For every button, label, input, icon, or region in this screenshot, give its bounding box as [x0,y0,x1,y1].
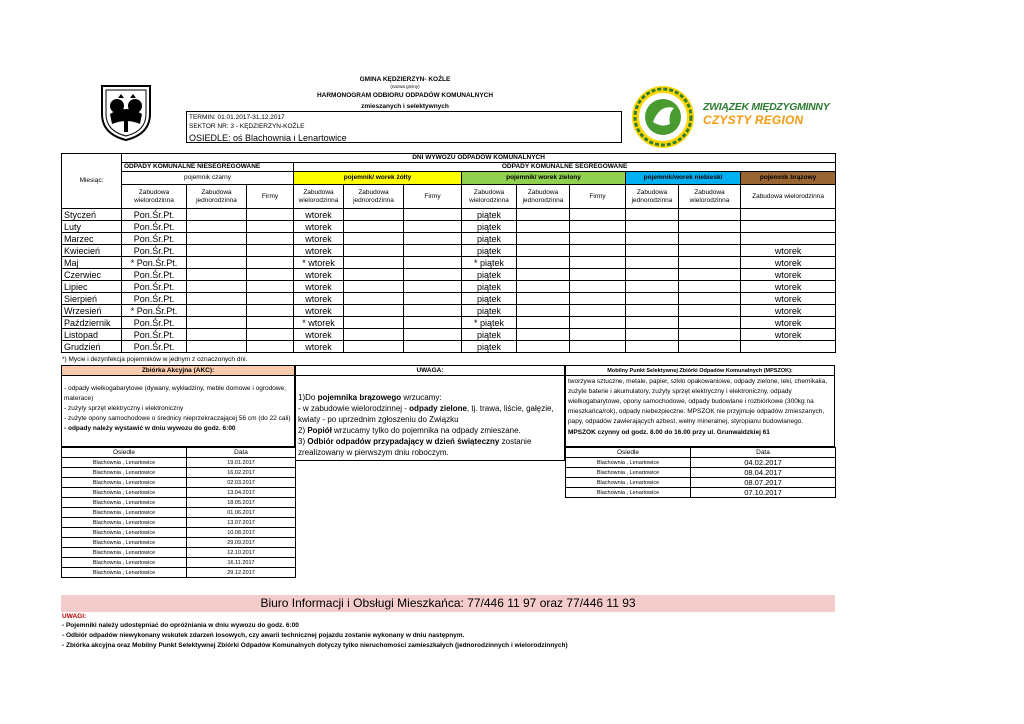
black-multi-cell: Pon.Śr.Pt. [122,341,187,353]
blue-multi-cell [679,281,741,293]
black-multi-cell: Pon.Śr.Pt. [122,329,187,341]
uwaga-p1: 1)Do pojemnika brązowego wrzucamy: [298,393,442,402]
blue-multi-cell [679,209,741,221]
cat-yellow: pojemnik/ worek żółty [294,172,462,185]
black-single-cell [187,329,247,341]
akc-data-cell: 02.03.2017 [187,478,296,488]
sub-single: Zabudowa jednorodzinna [344,185,404,209]
green-firmy-cell [570,209,626,221]
sub-single: Zabudowa jednorodzinna [517,185,570,209]
yellow-firmy-cell [404,329,462,341]
blue-multi-cell [679,305,741,317]
black-firmy-cell [247,317,294,329]
yellow-firmy-cell [404,293,462,305]
akc-line3: - zużyte opony samochodowe o średnicy nieprzekraczającej 56 cm (do 22 cali) [64,415,291,422]
blue-single-cell [626,305,679,317]
black-single-cell [187,317,247,329]
green-single-cell [517,245,570,257]
brown-multi-cell: wtorek [741,317,836,329]
yellow-multi-cell: wtorek [294,245,344,257]
akc-osiedle-cell: Blachownia , Lenartowice [62,488,187,498]
akc-data-cell: 16.02.2017 [187,468,296,478]
mpszok-table [565,447,836,498]
yellow-multi-cell: wtorek [294,233,344,245]
mpszok-data-cell: 07.10.2017 [691,488,836,498]
month-cell: Kwiecień [62,245,122,257]
blue-single-cell [626,317,679,329]
akc-data-cell: 29.12.2017 [187,568,296,578]
month-cell: Październik [62,317,122,329]
brown-multi-cell [741,221,836,233]
akc-osiedle-cell: Blachownia , Lenartowice [62,498,187,508]
yellow-multi-cell: wtorek [294,293,344,305]
footer-note-3: - Zbiórka akcyjna oraz Mobilny Punkt Selektywnej Zbiórki Odpadów Komunalnych dotyczy tylko nieruchomości zamieszkałych (jednorodzinnych i wielorodzinnych) [62,642,568,649]
akc-table [61,447,296,578]
month-cell: Wrzesień [62,305,122,317]
green-firmy-cell [570,317,626,329]
black-multi-cell: Pon.Śr.Pt. [122,245,187,257]
brown-multi-cell: wtorek [741,269,836,281]
page-subtitle: zmieszanych i selektywnych [361,103,449,110]
green-firmy-cell [570,281,626,293]
mpszok-osiedle-cell: Blachownia , Lenartowice [566,468,691,478]
akc-data-cell: 10.08.2017 [187,528,296,538]
black-single-cell [187,209,247,221]
green-multi-cell: piątek [462,269,517,281]
biuro-banner: Biuro Informacji i Obsługi Mieszkańca: 77/446 11 97 oraz 77/446 11 93 [61,595,835,612]
schedule-row [62,221,836,233]
akc-row [62,568,296,578]
akc-data-cell: 01.06.2017 [187,508,296,518]
black-single-cell [187,341,247,353]
black-firmy-cell [247,245,294,257]
brown-multi-cell [741,233,836,245]
black-multi-cell: Pon.Śr.Pt. [122,293,187,305]
sub-firmy: Firmy [247,185,294,209]
black-firmy-cell [247,281,294,293]
yellow-firmy-cell [404,341,462,353]
yellow-firmy-cell [404,209,462,221]
schedule-row [62,317,836,329]
green-single-cell [517,269,570,281]
akc-osiedle-cell: Blachownia , Lenartowice [62,538,187,548]
mpszok-row [566,468,836,478]
brown-multi-cell: wtorek [741,329,836,341]
black-multi-cell: Pon.Śr.Pt. [122,233,187,245]
yellow-firmy-cell [404,317,462,329]
green-single-cell [517,281,570,293]
akc-osiedle-cell: Blachownia , Lenartowice [62,518,187,528]
akc-row [62,548,296,558]
niesegregowane-header: ODPADY KOMUNALNE NIESEGREGOWANE [122,163,294,172]
month-cell: Maj [62,257,122,269]
yellow-multi-cell: wtorek [294,221,344,233]
mpszok-text: tworzywa sztuczne, metale, papier, szkło opakowaniowe, odpady zielone, leki, chemikalia, zużyte baterie i akumulatory, zużyty sprzęt elektryczny i elektroniczny, odpady wielkogabarytowe, opony samochodowe, odpady budowlane i rozbiórkowe (300kg na mieszkańca/rok), odpady niebezpieczne. MPSZOK nie przyjmuje odpadów zmieszanych, papy, odpadów zawierających azbest, wełny mineralnej, styropianu budowlanego. [568,378,828,425]
blue-multi-cell [679,245,741,257]
mpszok-row [566,458,836,468]
schedule-row [62,281,836,293]
termin: TERMIN: 01.01.2017-31.12.2017 [189,114,285,121]
akc-row [62,528,296,538]
blue-single-cell [626,293,679,305]
mpszok-osiedle-cell: Blachownia , Lenartowice [566,488,691,498]
footer-note-1: - Pojemniki należy udostępniać do opróżniania w dniu wywozu do godz. 6:00 [62,622,299,629]
yellow-single-cell [344,233,404,245]
brown-multi-cell [741,341,836,353]
green-multi-cell: piątek [462,221,517,233]
green-multi-cell: piątek [462,329,517,341]
green-firmy-cell [570,341,626,353]
black-firmy-cell [247,233,294,245]
month-cell: Sierpień [62,293,122,305]
black-firmy-cell [247,293,294,305]
schedule-table [61,153,836,353]
yellow-single-cell [344,341,404,353]
segregowane-header: ODPADY KOMUNALNE SEGREGOWANE [294,163,836,172]
green-multi-cell: piątek [462,293,517,305]
miesiac-label: Miesiąc: [62,154,122,209]
yellow-firmy-cell [404,233,462,245]
sub-multi: Zabudowa wielorodzinna [679,185,741,209]
green-single-cell [517,233,570,245]
black-firmy-cell [247,269,294,281]
yellow-single-cell [344,305,404,317]
sub-multi: Zabudowa wielorodzinna [122,185,187,209]
schedule-row [62,329,836,341]
akc-osiedle-cell: Blachownia , Lenartowice [62,568,187,578]
green-single-cell [517,317,570,329]
cat-black: pojemnik czarny [122,172,294,185]
yellow-single-cell [344,317,404,329]
sub-single: Zabudowa jednorodzinna [626,185,679,209]
blue-multi-cell [679,317,741,329]
blue-single-cell [626,221,679,233]
akc-col-osiedle: Osiedle [62,448,187,458]
green-single-cell [517,305,570,317]
blue-multi-cell [679,233,741,245]
blue-single-cell [626,341,679,353]
blue-multi-cell [679,257,741,269]
green-firmy-cell [570,245,626,257]
yellow-multi-cell: wtorek [294,281,344,293]
yellow-multi-cell: wtorek [294,341,344,353]
schedule-row [62,269,836,281]
black-multi-cell: Pon.Śr.Pt. [122,281,187,293]
mpszok-col-data: Data [691,448,836,458]
blue-multi-cell [679,221,741,233]
black-single-cell [187,281,247,293]
sub-firmy: Firmy [404,185,462,209]
yellow-single-cell [344,269,404,281]
akc-row [62,508,296,518]
yellow-single-cell [344,329,404,341]
akc-osiedle-cell: Blachownia , Lenartowice [62,478,187,488]
green-single-cell [517,221,570,233]
mpszok-box [565,365,835,447]
blue-single-cell [626,329,679,341]
green-firmy-cell [570,269,626,281]
sub-single: Zabudowa jednorodzinna [187,185,247,209]
schedule-row [62,233,836,245]
logo-line2: CZYSTY REGION [703,113,804,127]
akc-data-cell: 18.05.2017 [187,498,296,508]
gmina-note: (nazwa gminy) [390,84,420,89]
blue-multi-cell [679,293,741,305]
sub-firmy: Firmy [570,185,626,209]
yellow-firmy-cell [404,305,462,317]
green-multi-cell: piątek [462,209,517,221]
akc-data-cell: 29.09.2017 [187,538,296,548]
gmina-name: GMINA KĘDZIERZYN- KOŹLE [359,76,451,83]
month-cell: Styczeń [62,209,122,221]
black-firmy-cell [247,341,294,353]
akc-box [61,365,295,447]
mpszok-osiedle-cell: Blachownia , Lenartowice [566,478,691,488]
yellow-multi-cell: wtorek [294,209,344,221]
green-multi-cell: piątek [462,233,517,245]
black-multi-cell: * Pon.Śr.Pt. [122,257,187,269]
green-single-cell [517,341,570,353]
mpszok-osiedle-cell: Blachownia , Lenartowice [566,458,691,468]
akc-row [62,458,296,468]
yellow-single-cell [344,221,404,233]
mpszok-col-osiedle: Osiedle [566,448,691,458]
akc-line1: - odpady wielkogabarytowe (dywany, wykładziny, meble domowe i ogrodowe, materace) [64,385,286,402]
green-multi-cell: piątek [462,281,517,293]
blue-single-cell [626,233,679,245]
akc-osiedle-cell: Blachownia , Lenartowice [62,468,187,478]
sektor: SEKTOR NR: 3 - KĘDZIERZYN-KOŹLE [189,123,305,130]
yellow-firmy-cell [404,257,462,269]
month-cell: Grudzień [62,341,122,353]
green-multi-cell: piątek [462,341,517,353]
black-multi-cell: * Pon.Śr.Pt. [122,305,187,317]
akc-row [62,498,296,508]
brown-multi-cell: wtorek [741,293,836,305]
footer-note-2: - Odbiór odpadów niewykonany wskutek zdarzeń losowych, czy awarii technicznej pojazdu zostanie wykonany w dniu następnym. [62,632,465,639]
yellow-firmy-cell [404,269,462,281]
akc-row [62,538,296,548]
black-single-cell [187,257,247,269]
mpszok-row [566,478,836,488]
blue-multi-cell [679,341,741,353]
green-single-cell [517,329,570,341]
uwagi-label: UWAGI: [62,613,87,620]
green-single-cell [517,257,570,269]
cat-green: pojemnik/ worek zielony [462,172,626,185]
schedule-row [62,245,836,257]
mpszok-data-cell: 08.04.2017 [691,468,836,478]
black-multi-cell: Pon.Śr.Pt. [122,317,187,329]
yellow-multi-cell: * wtorek [294,257,344,269]
yellow-single-cell [344,281,404,293]
akc-osiedle-cell: Blachownia , Lenartowice [62,458,187,468]
sub-multi: Zabudowa wielorodzinna [741,185,836,209]
month-cell: Lipiec [62,281,122,293]
month-cell: Czerwiec [62,269,122,281]
black-single-cell [187,221,247,233]
mpszok-header: Mobilny Punkt Selektywnej Zbiórki Odpadów Komunalnych (MPSZOK): [566,366,834,376]
black-single-cell [187,245,247,257]
sub-multi: Zabudowa wielorodzinna [462,185,517,209]
akc-row [62,478,296,488]
month-cell: Listopad [62,329,122,341]
green-multi-cell: piątek [462,305,517,317]
black-firmy-cell [247,257,294,269]
akc-row [62,518,296,528]
akc-osiedle-cell: Blachownia , Lenartowice [62,548,187,558]
akc-col-data: Data [187,448,296,458]
green-firmy-cell [570,257,626,269]
green-multi-cell: * piątek [462,257,517,269]
akc-data-cell: 16.11.2017 [187,558,296,568]
akc-osiedle-cell: Blachownia , Lenartowice [62,508,187,518]
info-box [186,111,622,143]
black-single-cell [187,293,247,305]
yellow-multi-cell: wtorek [294,269,344,281]
akc-row [62,488,296,498]
schedule-row [62,341,836,353]
yellow-single-cell [344,245,404,257]
black-single-cell [187,305,247,317]
brown-multi-cell: wtorek [741,257,836,269]
brown-multi-cell: wtorek [741,281,836,293]
uwaga-p3: 3) Odbiór odpadów przypadający w dzień świąteczny zostanie zrealizowany w pierwszym dniu roboczym. [298,437,532,457]
blue-single-cell [626,281,679,293]
month-cell: Luty [62,221,122,233]
yellow-multi-cell: wtorek [294,305,344,317]
akc-data-cell: 13.07.2017 [187,518,296,528]
blue-single-cell [626,257,679,269]
yellow-firmy-cell [404,281,462,293]
yellow-single-cell [344,257,404,269]
black-firmy-cell [247,209,294,221]
czysty-region-logo [628,84,698,150]
akc-row [62,468,296,478]
cat-brown: pojemnik brązowy [741,172,836,185]
blue-multi-cell [679,329,741,341]
akc-data-cell: 19.01.2017 [187,458,296,468]
schedule-footnote: *) Mycie i dezynfekcja pojemników w jednym z oznaczonych dni. [62,356,248,363]
month-cell: Marzec [62,233,122,245]
yellow-single-cell [344,209,404,221]
uwaga-header: UWAGA: [296,366,564,376]
osiedle: OSIEDLE: oś Blachownia i Lenartowice [189,133,347,143]
blue-single-cell [626,209,679,221]
mpszok-data-cell: 08.07.2017 [691,478,836,488]
yellow-firmy-cell [404,245,462,257]
schedule-row [62,293,836,305]
akc-data-cell: 13.04.2017 [187,488,296,498]
green-firmy-cell [570,221,626,233]
akc-row [62,558,296,568]
black-firmy-cell [247,221,294,233]
coat-of-arms-icon [100,84,152,142]
schedule-row [62,305,836,317]
black-multi-cell: Pon.Śr.Pt. [122,269,187,281]
akc-data-cell: 12.10.2017 [187,548,296,558]
yellow-single-cell [344,293,404,305]
yellow-multi-cell: wtorek [294,329,344,341]
schedule-row [62,209,836,221]
mpszok-row [566,488,836,498]
yellow-multi-cell: * wtorek [294,317,344,329]
green-firmy-cell [570,233,626,245]
blue-multi-cell [679,269,741,281]
green-multi-cell: piątek [462,245,517,257]
sub-multi: Zabudowa wielorodzinna [294,185,344,209]
yellow-firmy-cell [404,221,462,233]
green-firmy-cell [570,329,626,341]
black-single-cell [187,269,247,281]
green-firmy-cell [570,293,626,305]
mpszok-hours: MPSZOK czynny od godz. 8.00 do 16.00 przy ul. Grunwaldzkiej 61 [568,429,770,436]
akc-osiedle-cell: Blachownia , Lenartowice [62,558,187,568]
dni-header: DNI WYWOZU ODPADÓW KOMUNALNYCH [122,154,836,163]
green-single-cell [517,293,570,305]
brown-multi-cell: wtorek [741,245,836,257]
akc-line4: - odpady należy wystawić w dniu wywozu do godz. 6:00 [64,425,236,432]
cat-blue: pojemnik/worek niebieski [626,172,741,185]
green-multi-cell: * piątek [462,317,517,329]
green-firmy-cell [570,305,626,317]
black-firmy-cell [247,329,294,341]
schedule-row [62,257,836,269]
brown-multi-cell: wtorek [741,305,836,317]
black-multi-cell: Pon.Śr.Pt. [122,209,187,221]
logo-line1: ZWIĄZEK MIĘDZYGMINNY [703,101,830,113]
akc-osiedle-cell: Blachownia , Lenartowice [62,528,187,538]
black-multi-cell: Pon.Śr.Pt. [122,221,187,233]
akc-line2: - zużyty sprzęt elektryczny i elektroniczny [64,405,184,412]
brown-multi-cell [741,209,836,221]
uwaga-p2: 2) Popiół wrzucamy tylko do pojemnika na odpady zmieszane. [298,426,521,435]
blue-single-cell [626,245,679,257]
green-single-cell [517,209,570,221]
black-firmy-cell [247,305,294,317]
akc-header: Zbiórka Akcyjna (AKC): [62,366,294,376]
uwaga-box [295,365,565,461]
blue-single-cell [626,269,679,281]
page-title: HARMONOGRAM ODBIORU ODPADÓW KOMUNALNYCH [316,92,494,99]
mpszok-data-cell: 04.02.2017 [691,458,836,468]
uwaga-p1b: - w zabudowie wielorodzinnej - odpady zielone, tj. trawa, liście, gałęzie, kwiaty - po uprzednim zgłoszeniu do Związku [298,404,554,424]
black-single-cell [187,233,247,245]
